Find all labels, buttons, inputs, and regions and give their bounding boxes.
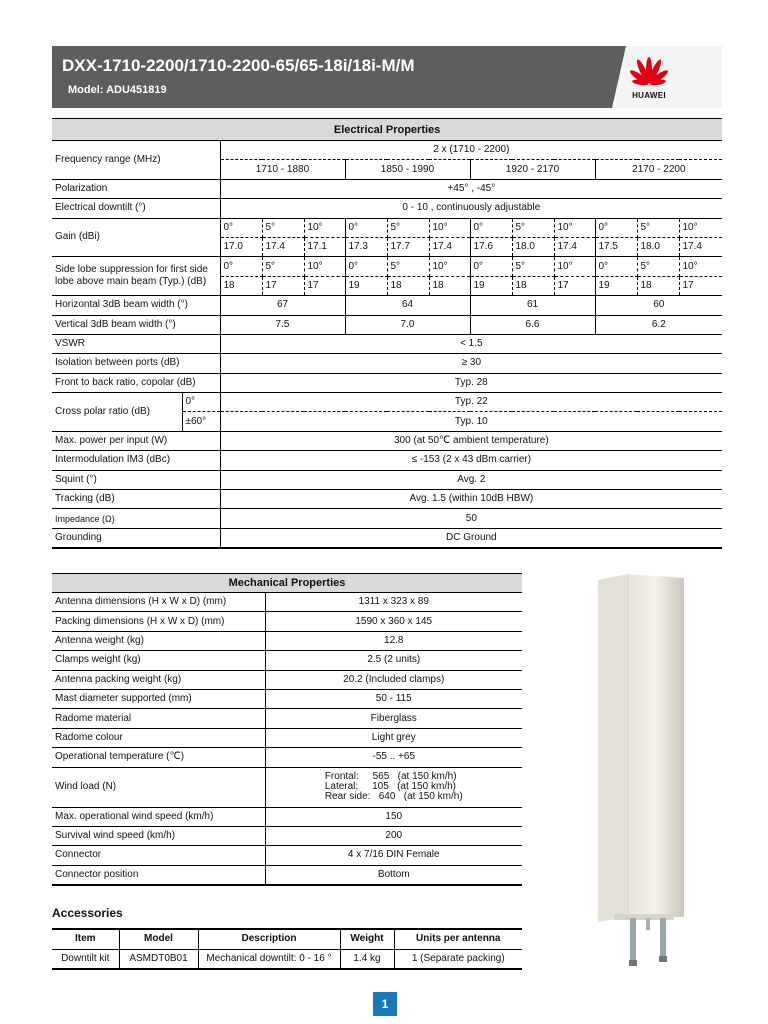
gain-value: 17.5 xyxy=(595,237,637,256)
downtilt-value: 0 - 10 , continuously adjustable xyxy=(220,199,722,218)
gain-tilt: 5° xyxy=(262,218,304,237)
gain-tilt: 10° xyxy=(554,218,595,237)
mechanical-row xyxy=(52,593,522,612)
mechanical-label: Antenna packing weight (kg) xyxy=(52,670,265,689)
wind-rear: Rear side: 640 (at 150 km/h) xyxy=(324,790,463,802)
sidelobe-value: 18 xyxy=(220,276,262,295)
mechanical-value: Bottom xyxy=(377,868,410,880)
gain-value: 17.4 xyxy=(679,237,722,256)
mechanical-row xyxy=(52,631,522,650)
gain-value: 17.6 xyxy=(470,237,512,256)
cross-polar-value: Typ. 22 xyxy=(220,393,722,412)
vbw-value: 6.2 xyxy=(595,315,722,334)
mechanical-value: 4 x 7/16 DIN Female xyxy=(265,846,522,865)
mechanical-label: Survival wind speed (km/h) xyxy=(52,826,265,845)
antenna-product-image xyxy=(588,572,698,972)
accessory-description: Mechanical downtilt: 0 - 16 ° xyxy=(198,949,340,969)
sidelobe-tilt: 5° xyxy=(262,257,304,276)
gain-value: 18.0 xyxy=(637,237,679,256)
wind-lateral: Lateral: 105 (at 150 km/h) xyxy=(324,780,457,792)
wind-frontal: Frontal: 565 (at 150 km/h) xyxy=(324,770,457,782)
downtilt-label: Electrical downtilt (°) xyxy=(52,199,220,218)
frequency-range-total: 2 x (1710 - 2200) xyxy=(220,141,722,160)
mechanical-properties-table xyxy=(52,573,522,886)
accessories-header: Units per antenna xyxy=(394,929,522,949)
impedance-label: Impedance (Ω) xyxy=(52,509,220,528)
gain-tilt: 10° xyxy=(679,218,722,237)
mechanical-value: 1311 x 323 x 89 xyxy=(265,593,522,612)
vswr-label: VSWR xyxy=(52,334,220,353)
polarization-label: Polarization xyxy=(52,179,220,198)
mechanical-row xyxy=(52,689,522,708)
mechanical-value: 1590 x 360 x 145 xyxy=(265,612,522,631)
accessories-header: Model xyxy=(119,929,198,949)
sidelobe-value: 19 xyxy=(595,276,637,295)
wind-load-value xyxy=(265,767,522,807)
cross-polar-angle: ±60° xyxy=(182,412,220,431)
accessories-header: Description xyxy=(198,929,340,949)
mechanical-label: Packing dimensions (H x W x D) (mm) xyxy=(52,612,265,631)
mechanical-label: Connector xyxy=(52,846,265,865)
front-to-back-value: Typ. 28 xyxy=(220,373,722,392)
gain-tilt: 10° xyxy=(429,218,470,237)
cross-polar-label: Cross polar ratio (dB) xyxy=(52,393,182,432)
sidelobe-value: 17 xyxy=(679,276,722,295)
cross-polar-value: Typ. 10 xyxy=(220,412,722,431)
mechanical-label: Max. operational wind speed (km/h) xyxy=(52,807,265,826)
accessory-weight: 1.4 kg xyxy=(340,949,394,969)
isolation-label: Isolation between ports (dB) xyxy=(52,354,220,373)
mechanical-row xyxy=(52,709,522,728)
isolation-value: ≥ 30 xyxy=(220,354,722,373)
im3-label: Intermodulation IM3 (dBc) xyxy=(52,451,220,470)
accessories-header: Weight xyxy=(340,929,394,949)
sidelobe-value: 18 xyxy=(637,276,679,295)
mechanical-value: 12.8 xyxy=(265,631,522,650)
electrical-section-title: Electrical Properties xyxy=(52,119,722,141)
vbw-value: 6.6 xyxy=(470,315,595,334)
electrical-properties-table xyxy=(52,118,722,549)
gain-tilt: 5° xyxy=(637,218,679,237)
document-header xyxy=(52,46,722,108)
mechanical-row xyxy=(52,728,522,747)
polarization-value: +45° , -45° xyxy=(220,179,722,198)
band-3: 1920 - 2170 xyxy=(470,160,595,179)
mechanical-label: Connector position xyxy=(52,865,265,884)
gain-value: 17.7 xyxy=(387,237,429,256)
grounding-value: DC Ground xyxy=(446,531,497,543)
mechanical-label: Mast diameter supported (mm) xyxy=(52,689,265,708)
accessory-model: ASMDT0B01 xyxy=(119,949,198,969)
mechanical-value: -55 .. +65 xyxy=(265,748,522,767)
mechanical-row xyxy=(52,612,522,631)
tracking-value: Avg. 1.5 (within 10dB HBW) xyxy=(220,490,722,509)
sidelobe-value: 19 xyxy=(345,276,387,295)
gain-tilt: 0° xyxy=(345,218,387,237)
squint-label: Squint (°) xyxy=(52,470,220,489)
sidelobe-tilt: 0° xyxy=(470,257,512,276)
mechanical-value: 20.2 (Included clamps) xyxy=(265,670,522,689)
mechanical-label: Antenna dimensions (H x W x D) (mm) xyxy=(52,593,265,612)
sidelobe-tilt: 10° xyxy=(304,257,345,276)
mechanical-value: 2.5 (2 units) xyxy=(265,651,522,670)
gain-value: 17.1 xyxy=(304,237,345,256)
mechanical-row xyxy=(52,748,522,767)
tracking-label: Tracking (dB) xyxy=(52,490,220,509)
vbw-value: 7.5 xyxy=(220,315,345,334)
max-power-label: Max. power per input (W) xyxy=(52,431,220,450)
page-number: 1 xyxy=(373,992,397,1016)
cross-polar-angle: 0° xyxy=(182,393,220,412)
impedance-value: 50 xyxy=(220,509,722,528)
gain-value: 17.0 xyxy=(220,237,262,256)
gain-tilt: 5° xyxy=(512,218,554,237)
mechanical-row xyxy=(52,807,522,826)
sidelobe-value: 18 xyxy=(429,276,470,295)
hbw-value: 64 xyxy=(345,296,470,315)
hbw-label: Horizontal 3dB beam width (°) xyxy=(52,296,220,315)
sidelobe-value: 17 xyxy=(554,276,595,295)
accessory-units: 1 (Separate packing) xyxy=(411,952,505,964)
sidelobe-tilt: 10° xyxy=(429,257,470,276)
huawei-logo xyxy=(624,54,674,104)
mechanical-value: 200 xyxy=(265,826,522,845)
sidelobe-tilt: 5° xyxy=(387,257,429,276)
gain-tilt: 0° xyxy=(220,218,262,237)
sidelobe-tilt: 5° xyxy=(512,257,554,276)
vbw-value: 7.0 xyxy=(345,315,470,334)
accessories-title: Accessories xyxy=(52,906,123,920)
mechanical-row xyxy=(52,670,522,689)
gain-tilt: 0° xyxy=(470,218,512,237)
sidelobe-label: Side lobe suppression for first side lobe above main beam (Typ.) (dB) xyxy=(52,257,220,296)
frequency-range-label: Frequency range (MHz) xyxy=(52,141,220,180)
mechanical-label: Operational temperature (℃) xyxy=(52,748,265,767)
squint-value: Avg. 2 xyxy=(220,470,722,489)
gain-value: 18.0 xyxy=(512,237,554,256)
mechanical-section-title: Mechanical Properties xyxy=(52,574,522,593)
mechanical-row xyxy=(52,651,522,670)
mechanical-value: Light grey xyxy=(265,728,522,747)
hbw-value: 67 xyxy=(220,296,345,315)
mechanical-value: Fiberglass xyxy=(265,709,522,728)
mechanical-label: Radome material xyxy=(52,709,265,728)
gain-value: 17.4 xyxy=(262,237,304,256)
max-power-value: 300 (at 50℃ ambient temperature) xyxy=(220,431,722,450)
vbw-label: Vertical 3dB beam width (°) xyxy=(52,315,220,334)
sidelobe-value: 17 xyxy=(262,276,304,295)
grounding-label: Grounding xyxy=(52,528,220,547)
sidelobe-value: 19 xyxy=(470,276,512,295)
product-title: DXX-1710-2200/1710-2200-65/65-18i/18i-M/M xyxy=(62,56,415,75)
vswr-value: < 1.5 xyxy=(220,334,722,353)
sidelobe-tilt: 0° xyxy=(595,257,637,276)
mechanical-value: 150 xyxy=(265,807,522,826)
mechanical-label: Radome colour xyxy=(52,728,265,747)
mechanical-row xyxy=(52,826,522,845)
brand-name: HUAWEI xyxy=(632,91,666,100)
mechanical-row xyxy=(52,865,522,884)
sidelobe-value: 18 xyxy=(512,276,554,295)
huawei-petal-icon xyxy=(624,54,674,92)
im3-value: ≤ -153 (2 x 43 dBm carrier) xyxy=(220,451,722,470)
band-1: 1710 - 1880 xyxy=(220,160,345,179)
sidelobe-value: 18 xyxy=(387,276,429,295)
wind-load-label: Wind load (N) xyxy=(52,767,265,807)
gain-value: 17.4 xyxy=(429,237,470,256)
mechanical-value: 50 - 115 xyxy=(265,689,522,708)
band-4: 2170 - 2200 xyxy=(595,160,722,179)
band-2: 1850 - 1990 xyxy=(345,160,470,179)
gain-tilt: 5° xyxy=(387,218,429,237)
gain-tilt: 0° xyxy=(595,218,637,237)
accessories-header: Item xyxy=(52,929,119,949)
hbw-value: 60 xyxy=(595,296,722,315)
hbw-value: 61 xyxy=(470,296,595,315)
sidelobe-tilt: 10° xyxy=(679,257,722,276)
gain-value: 17.4 xyxy=(554,237,595,256)
front-to-back-label: Front to back ratio, copolar (dB) xyxy=(52,373,220,392)
accessories-table xyxy=(52,928,522,970)
accessory-item: Downtilt kit xyxy=(52,949,119,969)
gain-label: Gain (dBi) xyxy=(52,218,220,257)
sidelobe-tilt: 10° xyxy=(554,257,595,276)
gain-tilt: 10° xyxy=(304,218,345,237)
sidelobe-tilt: 0° xyxy=(345,257,387,276)
mechanical-label: Clamps weight (kg) xyxy=(52,651,265,670)
sidelobe-value: 17 xyxy=(304,276,345,295)
gain-value: 17.3 xyxy=(345,237,387,256)
model-number: Model: ADU451819 xyxy=(68,84,167,96)
sidelobe-tilt: 0° xyxy=(220,257,262,276)
sidelobe-tilt: 5° xyxy=(637,257,679,276)
mechanical-label: Antenna weight (kg) xyxy=(52,631,265,650)
mechanical-row xyxy=(52,846,522,865)
